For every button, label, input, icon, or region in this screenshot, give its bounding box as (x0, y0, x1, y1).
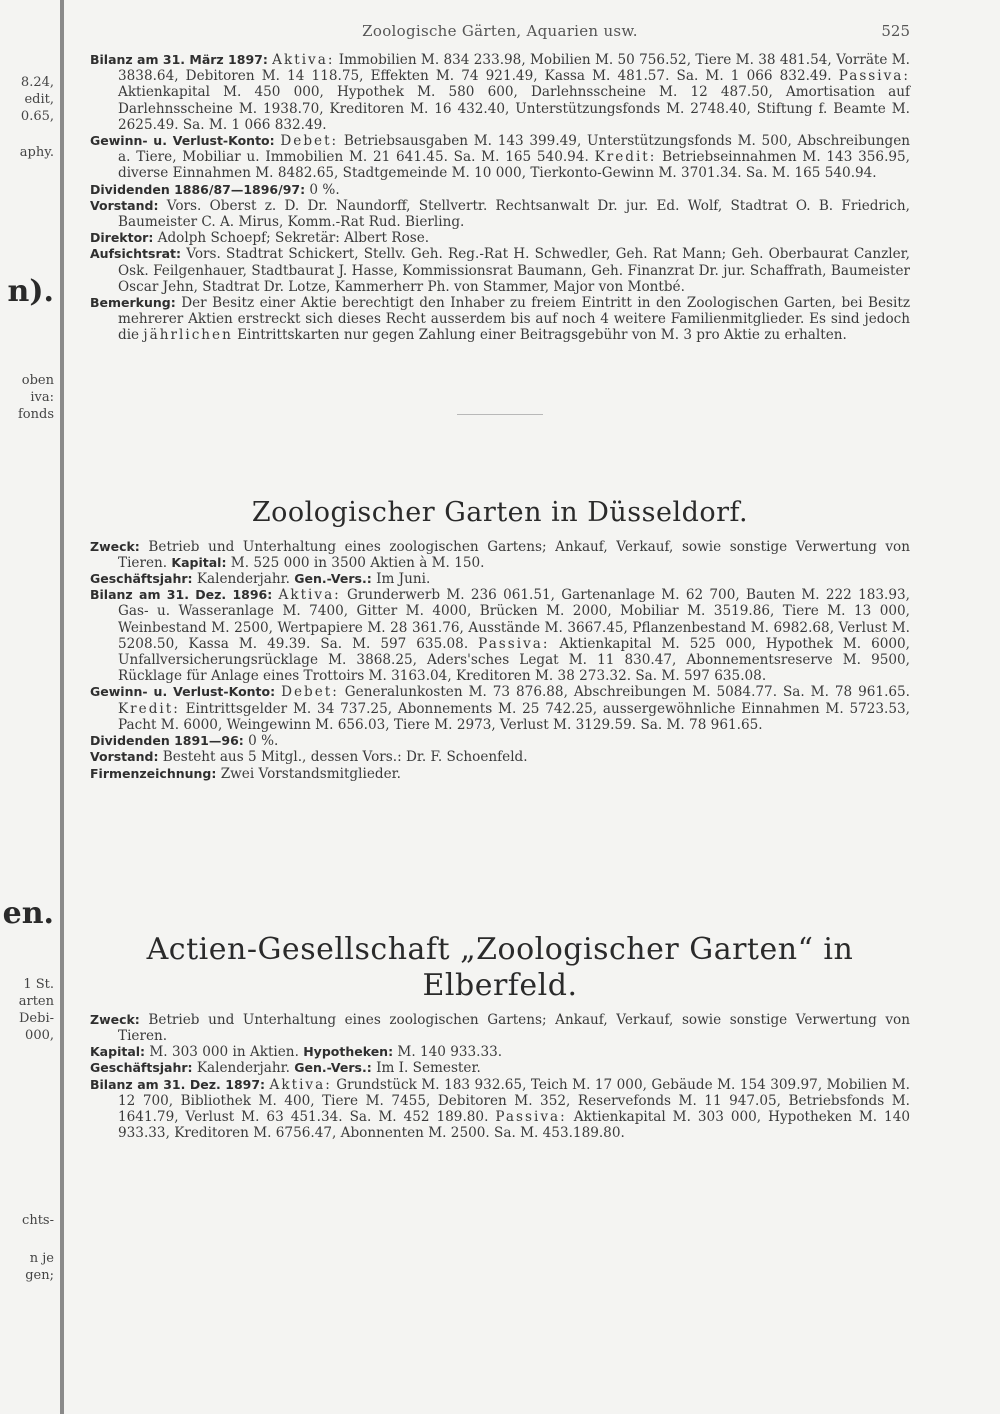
edge-fragment: 0.65, (20, 109, 54, 124)
spaced-term: Debet: (280, 133, 339, 150)
text: Vors. Stadtrat Schickert, Stellv. Geh. Reg.-Rat H. Schwedler, Geh. Rat Mann; Geh. Oberbaurat Canzler, Osk. Feilgenhauer, Stadtbaurat J. Hasse, Kommissionsrat Baumann, Geh. Finanzrat Dr. jur. Schaffrath, Baumeister Oscar Jehn, Stadtrat Dr. Lotze, Kammerherr Ph. von Stammer, Major von Montbé. (118, 246, 910, 295)
label: Kapital: (90, 1044, 146, 1060)
text: Eintrittskarten nur gegen Zahlung einer Beitragsgebühr von M. 3 pro Aktie zu erhalten. (232, 327, 847, 344)
label: Direktor: (90, 230, 154, 246)
edge-fragment: en. (2, 896, 54, 931)
spaced-term: Aktiva: (269, 1076, 332, 1093)
label: Aufsichtsrat: (90, 246, 182, 262)
text: Im Juni. (371, 571, 431, 588)
spaced-term: Aktiva: (278, 587, 341, 604)
label: Bilanz am 31. Dez. 1897: (90, 1076, 266, 1092)
text: Besteht aus 5 Mitgl., dessen Vors.: Dr. F. Schoenfeld. (158, 749, 528, 766)
signature-rule (90, 766, 910, 782)
spaced-term: Aktiva: (272, 52, 335, 68)
text: Aktienkapital M. 525 000, Hypothek M. 6000, Unfallversicherungsrücklage M. 3868.25, Aders'sches Legat M. 11 830.47, Abonnementsreserve M. 9500, Rücklage für Anlage eines Trottoirs M. 3163.04, Kreditoren M. 38 273.32. Sa. M. 597 635.08. (118, 635, 911, 685)
edge-fragment: fonds (17, 407, 54, 422)
board (90, 198, 910, 230)
entry-elberfeld (90, 932, 910, 1142)
label: Geschäftsjahr: (90, 571, 193, 587)
spaced-term: Kredit: (594, 149, 657, 166)
running-header-title: Zoologische Gärten, Aquarien usw. (362, 22, 638, 40)
facing-page-edge (0, 0, 58, 1414)
label: Firmenzeichnung: (90, 765, 217, 781)
text: Betrieb und Unterhaltung eines zoologischen Gartens; Ankauf, Verkauf, sowie sonstige Verwertung von Tieren. (118, 538, 910, 571)
text: 0 %. (305, 181, 340, 198)
text: Generalunkosten M. 73 876.88, Abschreibungen M. 5084.77. Sa. M. 78 961.65. (338, 684, 911, 701)
spaced-term: Passiva: (495, 1108, 567, 1125)
text: Grundstück M. 183 932.65, Teich M. 17 000, Gebäude M. 154 309.97, Mobilien M. 12 700, Bibliothek M. 400, Tiere M. 7455, Debitoren M. 352, Reservefonds M. 11 947.05, Betriebsfonds M. 1641.79, Verlust M. 63 451.34. Sa. M. 452 189.80. (118, 1076, 911, 1125)
text: Zwei Vorstandsmitglieder. (216, 765, 401, 782)
dividends (90, 182, 910, 198)
edge-fragment: iva: (30, 390, 54, 405)
label: Bilanz am 31. März 1897: (90, 52, 268, 67)
edge-fragment: Debi- (19, 1011, 54, 1026)
text: Aktienkapital M. 303 000, Hypotheken M. 140 933.33, Kreditoren M. 6756.47, Abonnenten M. 2500. Sa. M. 453.189.80. (118, 1108, 911, 1142)
purpose (90, 539, 910, 571)
page-number: 525 (881, 22, 910, 40)
text: Im I. Semester. (371, 1060, 481, 1077)
fiscal-year (90, 571, 910, 587)
label: Vorstand: (90, 749, 159, 765)
director (90, 230, 910, 246)
section-divider (457, 414, 543, 415)
text: Betriebseinnahmen M. 143 356.95, diverse Einnahmen M. 8482.65, Stadtgemeinde M. 10 000, Tierkonto-Gewinn M. 3701.34. Sa. M. 165 540.94. (118, 149, 911, 182)
balance-sheet (90, 1077, 910, 1142)
edge-fragment: n). (7, 274, 54, 309)
spaced-term: Passiva: (838, 68, 910, 85)
text: 0 %. (243, 733, 279, 750)
edge-fragment: aphy. (19, 145, 54, 160)
edge-fragment: n je (29, 1251, 54, 1266)
label: Gewinn- u. Verlust-Konto: (90, 684, 276, 700)
edge-fragment: 000, (25, 1028, 54, 1043)
balance-sheet (90, 52, 910, 133)
dividends (90, 733, 910, 749)
edge-fragment: edit, (24, 92, 54, 107)
book-gutter (60, 0, 64, 1414)
text: Adolph Schoepf; Sekretär: Albert Rose. (153, 230, 430, 247)
spaced-term: jährlichen (143, 327, 233, 344)
text: Vors. Oberst z. D. Dr. Naundorff, Stellvertr. Rechtsanwalt Dr. jur. Ed. Wolf, Stadtrat O. B. Friedrich, Baumeister C. A. Mirus, Komm.-Rat Rud. Bierling. (118, 197, 910, 231)
company-title: Zoologischer Garten in Düsseldorf. (251, 496, 749, 528)
label: Gewinn- u. Verlust-Konto: (90, 133, 275, 149)
edge-fragment: oben (21, 373, 54, 388)
profit-loss-account (90, 133, 910, 182)
label: Zweck: (90, 538, 140, 554)
spaced-term: Kredit: (118, 700, 180, 717)
text: Kalenderjahr. (192, 1060, 295, 1077)
profit-loss-account (90, 684, 910, 733)
text: M. 525 000 in 3500 Aktien à M. 150. (226, 554, 485, 571)
label: Vorstand: (90, 197, 159, 213)
label: Dividenden 1891—96: (90, 733, 244, 749)
label: Geschäftsjahr: (90, 1060, 193, 1076)
spaced-term: Passiva: (478, 635, 550, 652)
edge-fragment: 1 St. (23, 977, 54, 992)
label: Hypotheken: (303, 1044, 394, 1060)
text: M. 303 000 in Aktien. (145, 1044, 304, 1061)
edge-fragment: arten (18, 994, 54, 1009)
text: Grunderwerb M. 236 061.51, Gartenanlage M. 62 700, Bauten M. 222 183.93, Gas- u. Wasseranlage M. 7400, Gitter M. 4000, Brücken M. 2000, Mobiliar M. 3519.86, Tiere M. 13 000, Weinbestand M. 2500, Wertpapiere M. 28 361.76, Ausstände M. 3667.45, Pflanzenbestand M. 6982.68, Verlust M. 5208.50, Kassa M. 49.39. Sa. M. 597 635.08. (118, 587, 910, 652)
balance-sheet (90, 587, 910, 684)
spaced-term: Debet: (281, 684, 339, 701)
label: Bilanz am 31. Dez. 1896: (90, 587, 273, 603)
text: Der Besitz einer Aktie berechtigt den Inhaber zu freiem Eintritt in den Zoologischen Garten, bei Besitz mehrerer Aktien erstreckt sich dieses Recht ausserdem bis auf noch 4 weitere Familienmitglieder. Es sind jedoch die (118, 295, 910, 344)
label: Dividenden 1886/87—1896/97: (90, 181, 306, 197)
edge-fragment: 8.24, (20, 75, 54, 90)
entry-duesseldorf (90, 497, 910, 782)
text: Betrieb und Unterhaltung eines zoologischen Gartens; Ankauf, Verkauf, sowie sonstige Verwertung von Tieren. (118, 1011, 910, 1044)
company-title: Actien-Gesellschaft „Zoologischer Garten“ in Elberfeld. (146, 931, 854, 1003)
label: Bemerkung: (90, 295, 176, 311)
supervisory-board (90, 246, 910, 295)
edge-fragment: gen; (25, 1268, 54, 1283)
text: M. 140 933.33. (393, 1044, 503, 1061)
text: Immobilien M. 834 233.98, Mobilien M. 50 756.52, Tiere M. 38 481.54, Vorräte M. 3838.64, Debitoren M. 14 118.75, Effekten M. 74 921.49, Kassa M. 481.57. Sa. M. 1 066 832.49. (118, 52, 910, 85)
label: Zweck: (90, 1011, 140, 1027)
text: Aktienkapital M. 450 000, Hypothek M. 580 600, Darlehnsscheine M. 12 487.50, Amortisation auf Darlehnsscheine M. 1938.70, Kreditoren M. 16 432.40, Unterstützungsfonds M. 2748.40, Stiftung f. Beamte M. 2625.49. Sa. M. 1 066 832.49. (118, 84, 910, 133)
label: Gen.-Vers.: (294, 571, 372, 587)
running-header (90, 22, 910, 48)
text: Kalenderjahr. (192, 571, 295, 588)
edge-fragment: chts- (22, 1213, 54, 1228)
text: Eintrittsgelder M. 34 737.25, Abonnements M. 25 742.25, aussergewöhnliche Einnahmen M. 5723.53, Pacht M. 6000, Weingewinn M. 656.03, Tiere M. 2973, Verlust M. 3129.59. Sa. M. 78 961.65. (118, 700, 910, 733)
capital (90, 1044, 910, 1060)
text: Betriebsausgaben M. 143 399.49, Unterstützungsfonds M. 500, Abschreibungen a. Tiere, Mobiliar u. Immobilien M. 21 641.45. Sa. M. 165 540.94. (118, 133, 910, 166)
label: Kapital: (171, 554, 227, 570)
board (90, 749, 910, 765)
remark (90, 295, 910, 344)
fiscal-year (90, 1060, 910, 1076)
entry-continued (90, 52, 910, 344)
label: Gen.-Vers.: (294, 1060, 372, 1076)
purpose (90, 1012, 910, 1044)
page-content (90, 22, 910, 1141)
